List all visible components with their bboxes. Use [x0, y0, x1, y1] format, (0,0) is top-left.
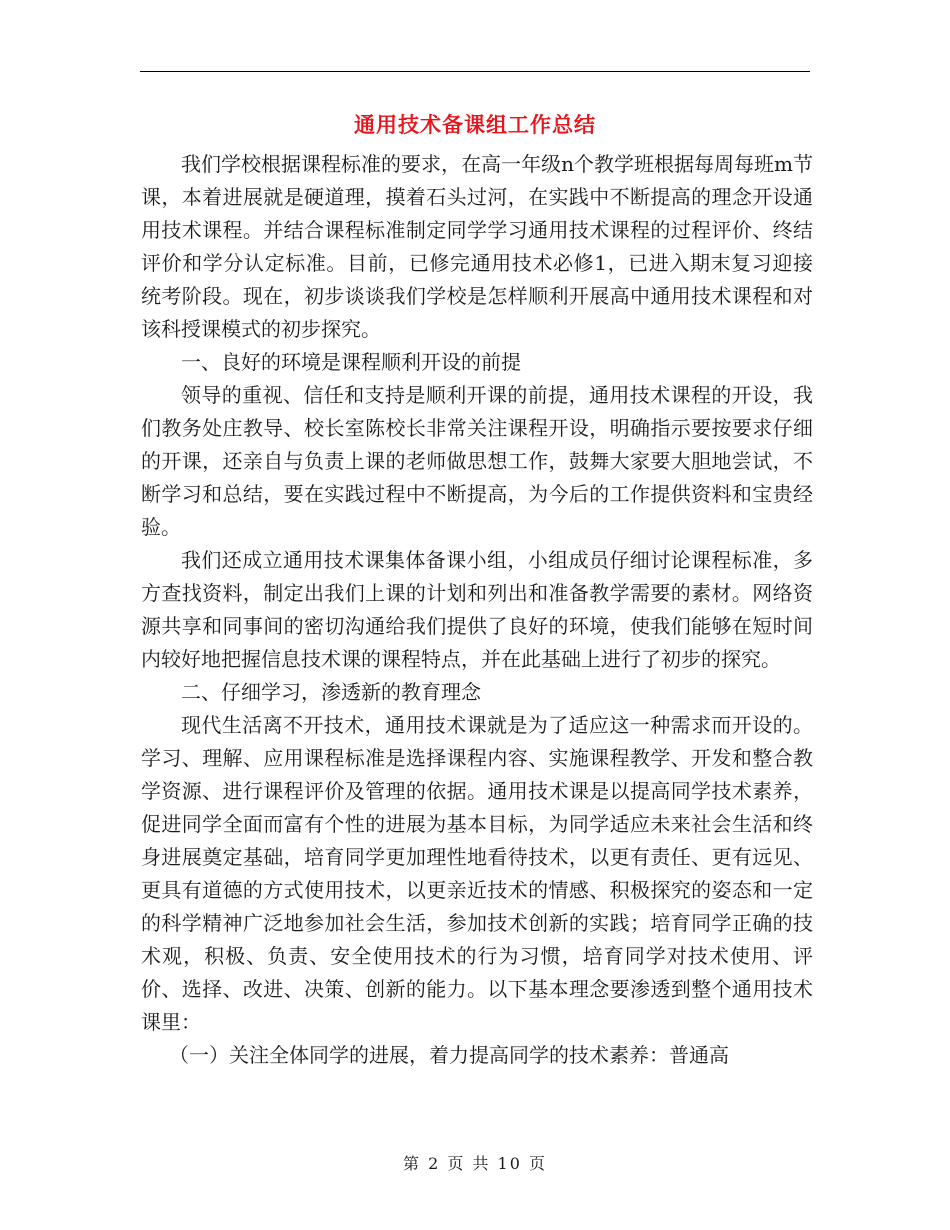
page-number: 第 2 页 共 10 页 [403, 1154, 547, 1173]
paragraph-philosophy: 现代生活离不开技术，通用技术课就是为了适应这一种需求而开设的。学习、理解、应用课程标准是选择课程内容、实施课程教学、开发和整合教学资源、进行课程评价及管理的依据。通用技术课是以提高同学技术素养，促进同学全面而富有个性的进展为基本目标，为同学适应未来社会生活和终身进展奠定基础，培育同学更加理性地看待技术，以更有责任、更有远见、更具有道德的方式使用技术，以更亲近技术的情感、积极探究的姿态和一定的科学精神广泛地参加社会生活，参加技术创新的实践；培育同学正确的技术观，积极、负责、安全使用技术的行为习惯，培育同学对技术使用、评价、选择、改进、决策、创新的能力。以下基本理念要渗透到整个通用技术课里： [141, 713, 813, 1034]
section-heading-2: 二、仔细学习，渗透新的教育理念 [181, 680, 481, 704]
sub-heading-1: （一）关注全体同学的进展，着力提高同学的技术素养：普通高 [169, 1043, 729, 1067]
paragraph-intro: 我们学校根据课程标准的要求，在高一年级n个教学班根据每周每班m节课，本着进展就是硬道理，摸着石头过河，在实践中不断提高的理念开设通用技术课程。并结合课程标准制定同学学习通用技术课程的过程评价、终结评价和学分认定标准。目前，已修完通用技术必修1，已进入期末复习迎接统考阶段。现在，初步谈谈我们学校是怎样顺利开展高中通用技术课程和对该科授课模式的初步探究。 [141, 152, 813, 341]
document-body [141, 148, 813, 1072]
paragraph-leadership: 领导的重视、信任和支持是顺利开课的前提，通用技术课程的开设，我们教务处庄教导、校长室陈校长非常关注课程开设，明确指示要按要求仔细的开课，还亲自与负责上课的老师做思想工作，鼓舞大家要大胆地尝试，不断学习和总结，要在实践过程中不断提高，为今后的工作提供资料和宝贵经验。 [141, 383, 813, 539]
paragraph-lesson-group: 我们还成立通用技术课集体备课小组，小组成员仔细讨论课程标准，多方查找资料，制定出我们上课的计划和列出和准备教学需要的素材。网络资源共享和同事间的密切沟通给我们提供了良好的环境，使我们能够在短时间内较好地把握信息技术课的课程特点，并在此基础上进行了初步的探究。 [141, 548, 813, 671]
page-title: 通用技术备课组工作总结 [354, 113, 596, 137]
header-rule [140, 71, 810, 72]
section-heading-1: 一、良好的环境是课程顺利开设的前提 [181, 350, 521, 374]
